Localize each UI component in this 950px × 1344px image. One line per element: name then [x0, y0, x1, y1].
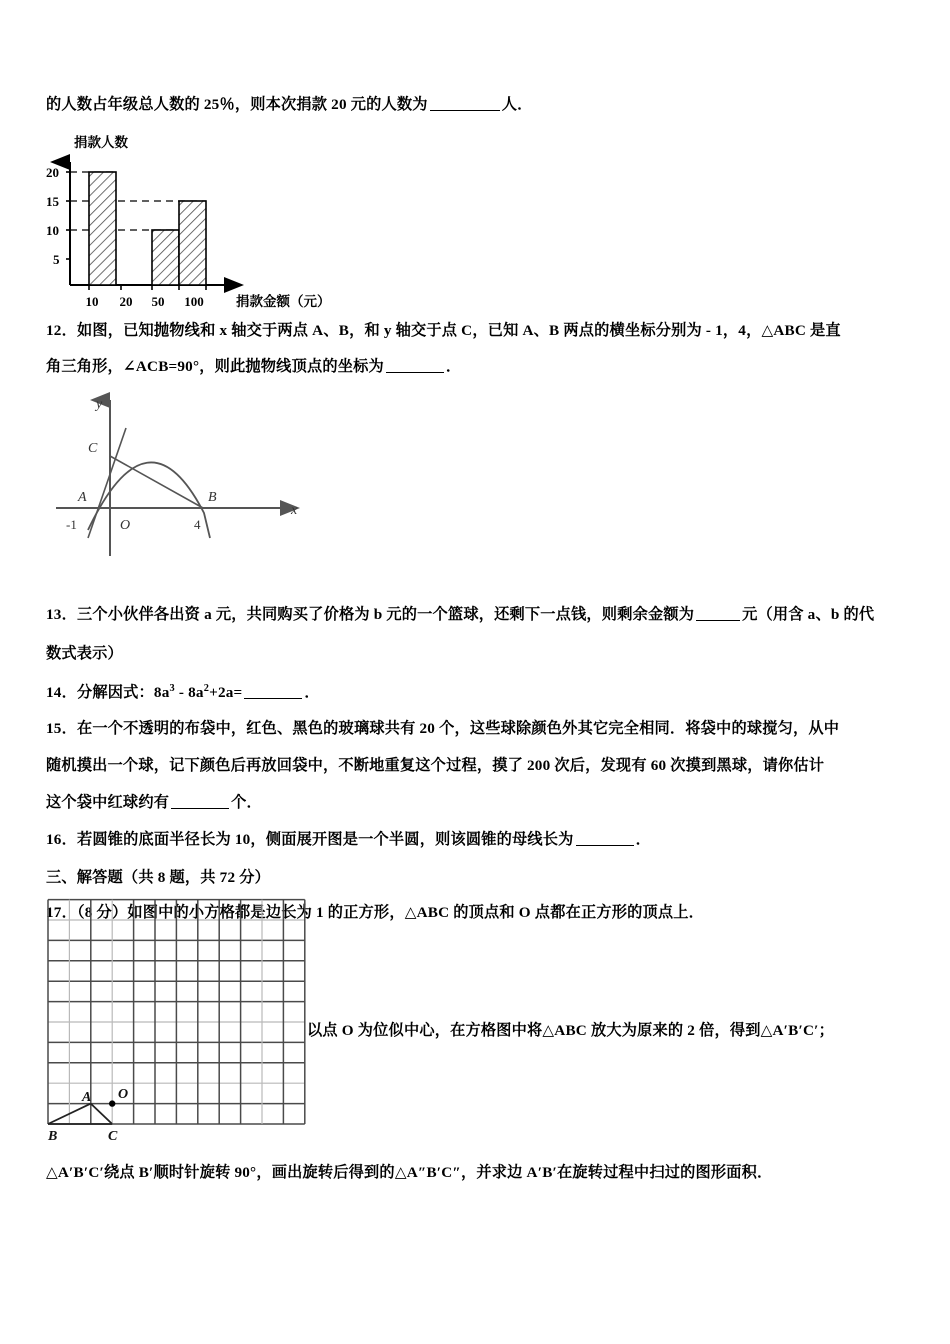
- chart-ylabel: 捐款人数: [74, 135, 128, 150]
- answer-blank[interactable]: [386, 372, 444, 373]
- q13-text: 13．三个小伙伴各出资 a 元，共同购买了价格为 b 元的一个篮球，还剩下一点钱，则剩余金额为: [46, 606, 695, 623]
- q14-text-mid: - 8a: [174, 684, 204, 702]
- q11-unit: 人．: [501, 96, 533, 113]
- x-tick-10: 10: [85, 294, 99, 309]
- label-C: C: [108, 1129, 118, 1144]
- q15-unit: 个．: [231, 794, 262, 811]
- label-A: A: [78, 490, 87, 505]
- section-3-text: 三、解答题（共 8 题，共 72 分）: [46, 869, 271, 886]
- label-y: y: [96, 397, 103, 412]
- q14-text: 14．分解因式：8a: [46, 684, 170, 702]
- q17-last: △A′B′C′绕点 B′顺时针旋转 90°，画出旋转后得到的△A″B′C″，并求边 A′B′在旋转过程中扫过的图形面积．: [46, 1164, 773, 1181]
- x-tick-100: 100: [184, 294, 204, 309]
- bar-50: [152, 230, 179, 285]
- label-B: B: [208, 490, 217, 505]
- q15-text-c: 这个袋中红球约有: [46, 794, 170, 811]
- q15-text-b: 随机摸出一个球，记下颜色后再放回袋中，不断地重复这个过程，摸了 200 次后，发现有 60 次摸到黑球，请你估计: [46, 757, 825, 774]
- segment-AC: [91, 1104, 112, 1124]
- y-tick-10: 10: [46, 223, 59, 238]
- question-11-tail: [46, 96, 532, 114]
- parabola-ticks: [66, 517, 201, 532]
- q17-text: 17．（8 分）如图中的小方格都是边长为 1 的正方形，△ABC 的顶点和 O 点都在正方形的顶点上．: [46, 904, 705, 921]
- q12-period: ．: [445, 358, 462, 375]
- label-x: x: [291, 503, 298, 518]
- answer-blank[interactable]: [244, 698, 302, 699]
- question-15-line1: [46, 720, 839, 738]
- q17-side: 以点 O 为位似中心，在方格图中将△ABC 放大为原来的 2 倍，得到△A′B′C′；: [307, 1022, 834, 1039]
- label-A: A: [82, 1090, 92, 1105]
- label-C: C: [88, 441, 98, 456]
- q13-text-b: 数式表示）: [46, 645, 123, 662]
- question-16: [46, 831, 651, 849]
- bar-100: [179, 201, 206, 285]
- q16-text: 16．若圆锥的底面半径长为 10，侧面展开图是一个半圆，则该圆锥的母线长为: [46, 831, 574, 848]
- question-15-line3: [46, 794, 262, 812]
- y-tick-15: 15: [46, 194, 59, 209]
- question-12-line1: [46, 322, 841, 340]
- parabola-figure: [48, 388, 318, 558]
- label-O: O: [118, 1087, 129, 1102]
- donation-bar-chart: [46, 130, 386, 315]
- q11-text: 的人数占年级总人数的 25％，则本次捐款 20 元的人数为: [46, 96, 428, 113]
- y-tick-5: 5: [53, 252, 60, 267]
- x-tick-20: 20: [119, 294, 133, 309]
- tick-minus1: -1: [66, 517, 77, 532]
- q16-period: ．: [635, 831, 651, 848]
- q12-text-b: 角三角形，∠ACB=90°，则此抛物线顶点的坐标为: [46, 358, 384, 375]
- y-tick-20: 20: [46, 165, 59, 180]
- q15-text-a: 15．在一个不透明的布袋中，红色、黑色的玻璃球共有 20 个，这些球除颜色外其它完全相同．将袋中的球搅匀，从中: [46, 720, 840, 737]
- answer-blank[interactable]: [171, 808, 229, 809]
- q14-period: ．: [304, 684, 320, 702]
- parabola-svg: [48, 388, 318, 558]
- question-15-line2: [46, 757, 824, 775]
- triangle-abc: [48, 1104, 112, 1124]
- q12-text: 12．如图，已知抛物线和 x 轴交于两点 A、B，和 y 轴交于点 C，已知 A、B 两点的横坐标分别为 - 1，4，△ABC 是直: [46, 322, 841, 339]
- answer-blank[interactable]: [696, 620, 740, 621]
- grid-svg: [46, 898, 308, 1144]
- label-B: B: [48, 1129, 58, 1144]
- q13-text-post: 元（用含 a、b 的代: [742, 606, 875, 623]
- answer-blank[interactable]: [430, 110, 500, 111]
- bar-chart-svg: [46, 130, 386, 315]
- question-12-line2: [46, 358, 461, 376]
- q14-text-mid2: +2a=: [209, 684, 243, 702]
- label-O: O: [120, 518, 131, 533]
- chart-xlabel: 捐款金额（元）: [236, 294, 331, 309]
- question-14: [46, 683, 320, 702]
- question-17-side-text: [307, 1022, 834, 1040]
- question-17-last-line: [46, 1164, 772, 1182]
- x-tick-labels: [86, 294, 204, 309]
- answer-blank[interactable]: [576, 845, 634, 846]
- tick-4: 4: [194, 517, 201, 532]
- y-tick-labels: [46, 165, 70, 267]
- x-tick-50: 50: [151, 294, 165, 309]
- point-o-dot: [109, 1100, 115, 1106]
- square-grid-figure: [46, 898, 308, 1144]
- parabola-curve: [88, 462, 210, 538]
- question-13-line1: [46, 606, 874, 624]
- bar-10: [89, 172, 116, 285]
- question-13-line2: [46, 645, 123, 663]
- grid-vertex-labels: [47, 1087, 128, 1144]
- q14-exponent-2: 2: [203, 683, 210, 694]
- q14-exponent-3: 3: [169, 683, 175, 694]
- section-heading-3: [46, 869, 270, 887]
